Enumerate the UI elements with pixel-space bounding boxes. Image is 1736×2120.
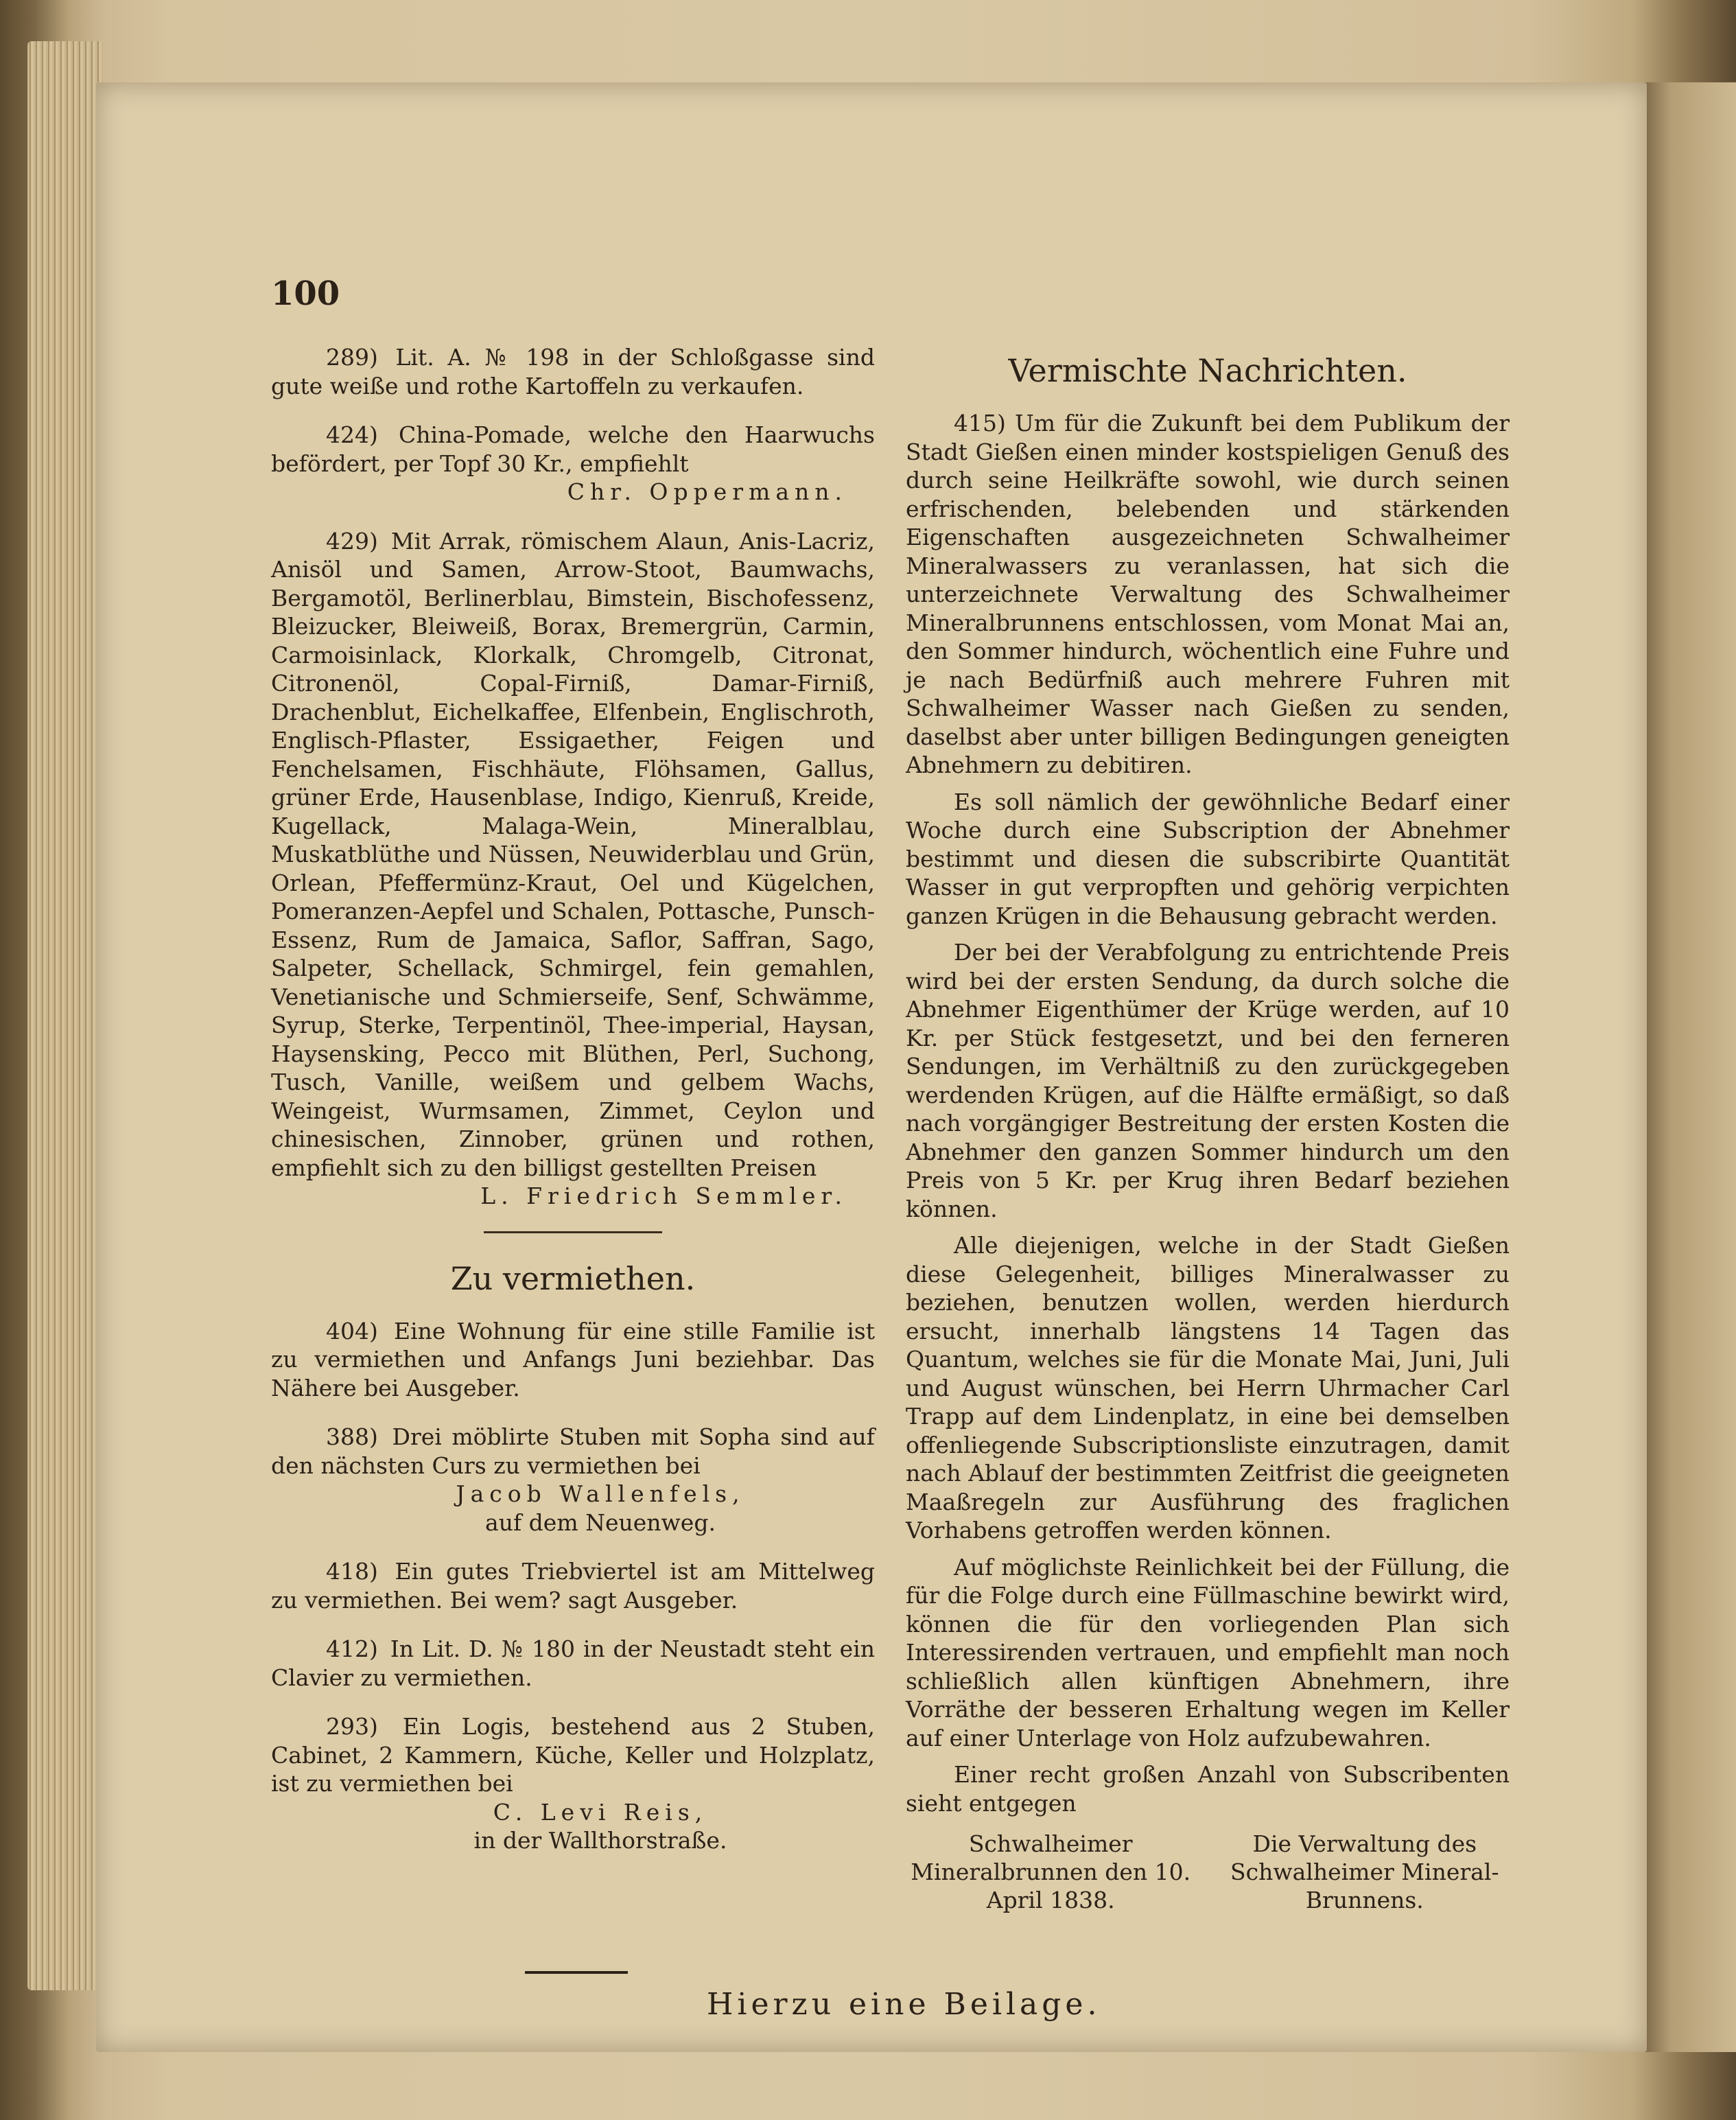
- entry-address: auf dem Neuenweg.: [485, 1509, 716, 1536]
- signature-issuer: Die Verwaltung des Schwalheimer Mineral-Brunnens.: [1230, 1830, 1499, 1913]
- closing-rule: [525, 1971, 628, 1974]
- ad-289: [271, 343, 875, 400]
- section-heading-rentals: Zu vermiethen.: [450, 1259, 696, 1297]
- entry-number: 388): [326, 1423, 378, 1450]
- entry-text: China-Pomade, welche den Haarwuchs befördert, per Topf 30 Kr., empfiehlt: [271, 421, 875, 477]
- entry-text: Lit. A. № 198 in der Schloßgasse sind gute weiße und rothe Kartoffeln zu verkaufen.: [271, 344, 875, 399]
- entry-number: 289): [326, 344, 378, 371]
- entry-text: In Lit. D. № 180 in der Neustadt steht ein Clavier zu vermiethen.: [271, 1635, 875, 1691]
- entry-text: Ein gutes Triebviertel ist am Mittelweg zu vermiethen. Bei wem? sagt Ausgeber.: [271, 1558, 875, 1614]
- facing-page-edge: [1643, 82, 1736, 2052]
- entry-text: Drei möblirte Stuben mit Sopha sind auf den nächsten Curs zu vermiethen bei: [271, 1423, 875, 1479]
- supplement-note: Hierzu eine Beilage.: [707, 1987, 1101, 2022]
- entry-text: Mit Arrak, römischem Alaun, Anis-Lacriz, Anisöl und Samen, Arrow-Stoot, Baumwachs, Bergamotöl, Berlinerblau, Bimstein, Bischofessenz, Bleizucker, Bleiweiß, Borax, Bremergrün, Carmin, Carmoisinlack, Klorkalk, Chromgelb, Citronat, Citronenöl, Copal-Firniß, Damar-Firniß, Drachenblut, Eichelkaffee, Elfenbein, Englischroth, Englisch-Pflaster, Essigaether, Feigen und Fenchelsamen, Fischhäute, Flöhsamen, Gallus, grüner Erde, Hausenblase, Indigo, Kienruß, Kreide, Kugellack, Malaga-Wein, Mineralblau, Muskatblüthe und Nüssen, Neuwiderblau und Grün, Orlean, Pfeffermünz-Kraut, Oel und Kügelchen, Pomeranzen-Aepfel und Schalen, Pottasche, Punsch-Essenz, Rum de Jamaica, Saflor, Saffran, Sago, Salpeter, Schellack, Schmirgel, fein gemahlen, Venetianische und Schmierseife, Senf, Schwämme, Syrup, Sterke, Terpentinöl, Thee-imperial, Haysan, Haysensking, Pecco mit Blüthen, Perl, Suchong, Tusch, Vanille, weißem und gelbem Wachs, Weingeist, Wurmsamen, Zimmet, Ceylon und chinesischen, Zinnober, grünen und rothen, empfiehlt sich zu den billigst gestellten Preisen: [271, 527, 875, 1181]
- entry-signer: Chr. Oppermann.: [567, 478, 847, 505]
- ad-424: [271, 421, 875, 506]
- entry-signer: L. Friedrich Semmler.: [480, 1183, 847, 1209]
- notice-paragraph: Der bei der Verabfolgung zu entrichtende Preis wird bei der ersten Sendung, da durch solche die Abnehmer Eigenthümer der Krüge werden, auf 10 Kr. per Stück festgesetzt, und bei den ferneren Sendungen, im Verhältniß zu den zurückgegeben werdenden Krügen, auf die Hälfte ermäßigt, so daß nach vorgängiger Bestreitung der ersten Kosten die Abnehmer den ganzen Sommer hindurch um den Preis von 5 Kr. per Krug ihren Bedarf beziehen können.: [906, 939, 1510, 1222]
- page-edges: [27, 41, 103, 1990]
- page-number: 100: [271, 275, 340, 313]
- left-column: [271, 343, 875, 1876]
- entry-number: 404): [326, 1317, 378, 1344]
- entry-number: 415): [954, 410, 1006, 436]
- entry-signer: Jacob Wallenfels,: [456, 1480, 745, 1507]
- entry-signer: C. Levi Reis,: [493, 1798, 708, 1826]
- entry-number: 293): [326, 1713, 378, 1740]
- notice-paragraph: Einer recht großen Anzahl von Subscribenten sieht entgegen: [906, 1761, 1510, 1817]
- notice-paragraph: Es soll nämlich der gewöhnliche Bedarf einer Woche durch eine Subscription der Abnehmer bestimmt und diesen die subscribirte Quantität Wasser in gut verpropften und gehörig verpichten ganzen Krügen in die Behausung gebracht werden.: [906, 788, 1510, 929]
- ad-388: [271, 1423, 875, 1537]
- ad-418: [271, 1557, 875, 1614]
- entry-number: 412): [326, 1635, 378, 1662]
- ad-429: [271, 527, 875, 1211]
- section-heading-misc-news: Vermischte Nachrichten.: [1008, 352, 1407, 389]
- entry-text: Ein Logis, bestehend aus 2 Stuben, Cabinet, 2 Kammern, Küche, Keller und Holzplatz, ist zu vermiethen bei: [271, 1713, 875, 1797]
- entry-number: 424): [326, 421, 378, 448]
- notice-paragraph: Auf möglichste Reinlichkeit bei der Füllung, die für die Folge durch eine Füllmaschine bewirkt wird, können die für den vorliegenden Plan sich Interessirenden vertrauen, und empfiehlt man noch schließlich allen künftigen Abnehmern, ihre Vorräthe der besseren Erhaltung wegen im Keller auf einer Unterlage von Holz aufzubewahren.: [906, 1553, 1510, 1751]
- ad-404: [271, 1317, 875, 1403]
- ad-412: [271, 1635, 875, 1692]
- entry-number: 418): [326, 1558, 378, 1585]
- entry-address: in der Wallthorstraße.: [473, 1827, 727, 1854]
- notice-signature: [906, 1830, 1510, 1914]
- ad-293: [271, 1712, 875, 1855]
- right-column: [906, 343, 1510, 1914]
- notice-paragraph: Alle diejenigen, welche in der Stadt Gießen diese Gelegenheit, billiges Mineralwasser zu beziehen, benutzen wollen, werden hierdurch ersucht, innerhalb längstens 14 Tagen das Quantum, welches sie für die Monate Mai, Juni, Juli und August wünschen, bei Herrn Uhrmacher Carl Trapp auf dem Lindenplatz, in eine bei demselben offenliegende Subscriptionsliste einzutragen, damit nach Ablauf der bestimmten Zeitfrist die geeigneten Maaßregeln zur Ausführung des fraglichen Vorhabens getroffen werden können.: [906, 1232, 1510, 1544]
- section-divider: [484, 1231, 662, 1233]
- entry-text: Eine Wohnung für eine stille Familie ist zu vermiethen und Anfangs Juni beziehbar. Das Nähere bei Ausgeber.: [271, 1317, 875, 1401]
- entry-number: 429): [326, 527, 378, 555]
- signature-place-date: Schwalheimer Mineralbrunnen den 10. April 1838.: [911, 1830, 1191, 1913]
- notice-paragraph: 415) Um für die Zukunft bei dem Publikum der Stadt Gießen einen minder kostspieligen Genuß des durch seine Heilkräfte sowohl, wie durch seinen erfrischenden, belebenden und stärkenden Eigenschaften ausgezeichneten Schwalheimer Mineralwassers zu veranlassen, hat sich die unterzeichnete Verwaltung des Schwalheimer Mineralbrunnens entschlossen, vom Monat Mai an, den Sommer hindurch, wöchentlich eine Fuhre und je nach Bedürfniß auch mehrere Fuhren mit Schwalheimer Wasser nach Gießen zu senden, daselbst aber unter billigen Bedingungen geneigten Abnehmern zu debitiren.: [906, 410, 1510, 778]
